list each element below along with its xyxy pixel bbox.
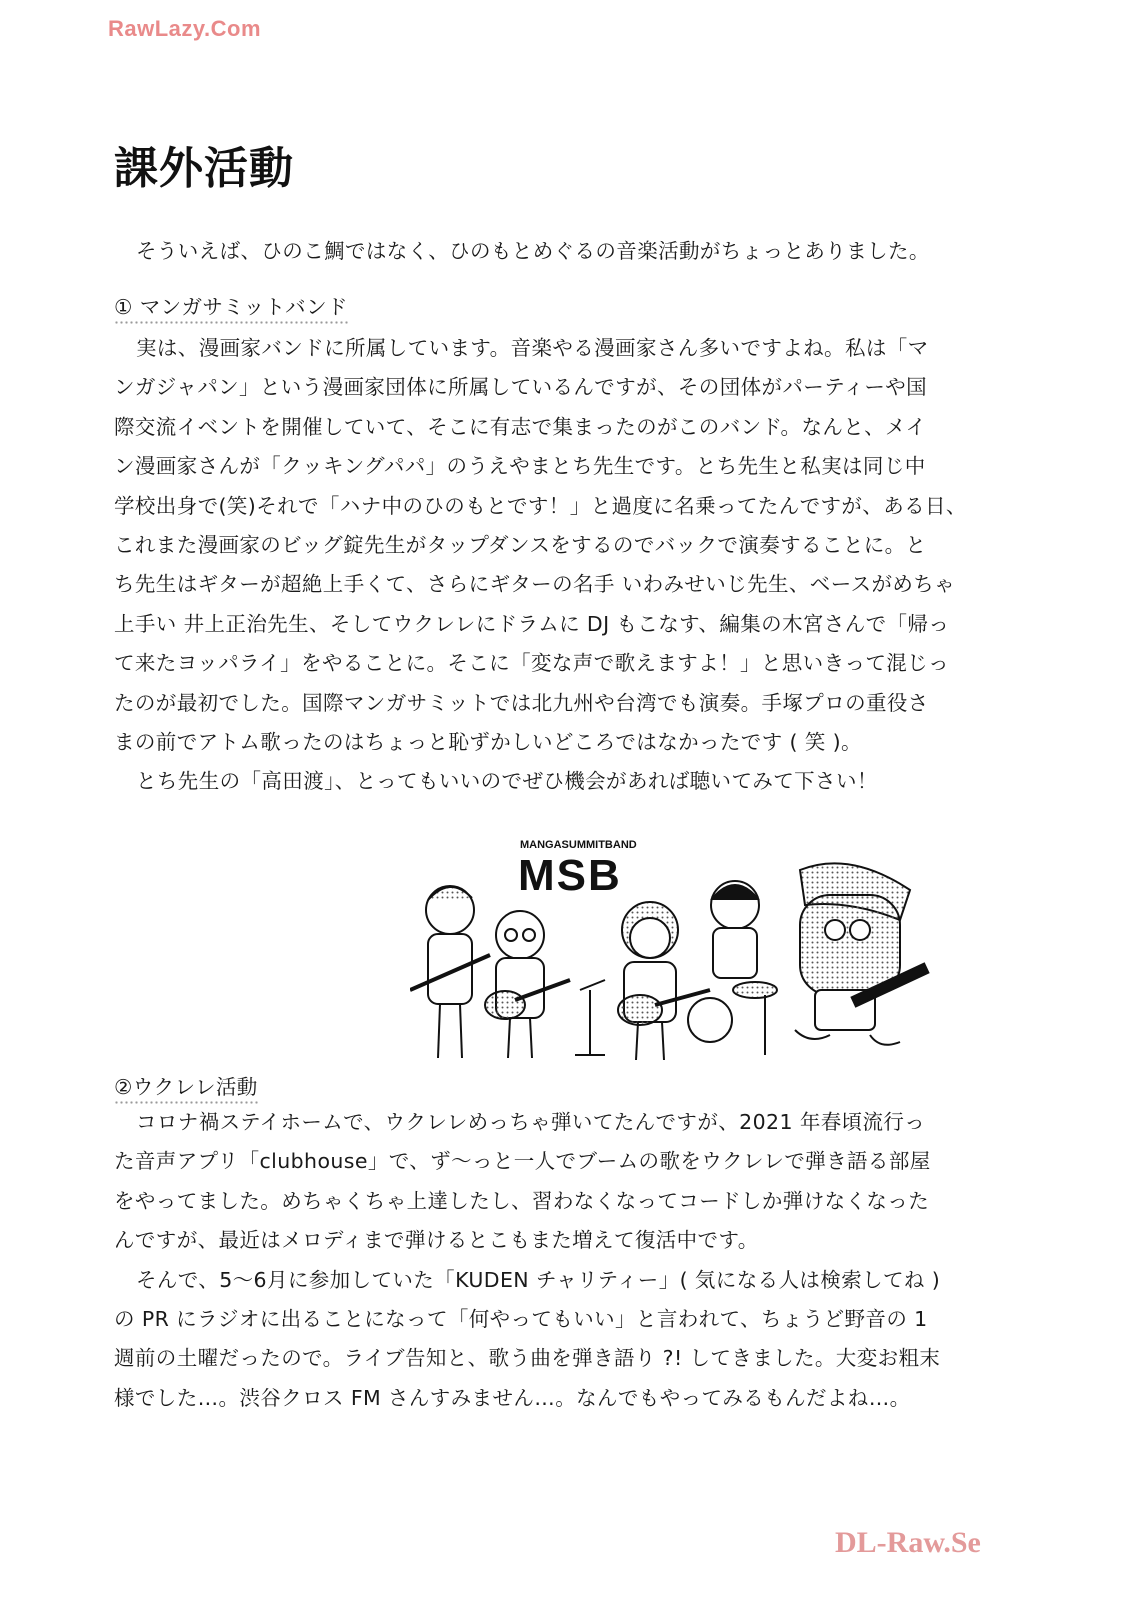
body-line: 様でした…。渋谷クロス FM さんすみません…。なんでもやってみるもんだよね…。 <box>114 1385 911 1410</box>
body-line: 際交流イベントを開催していて、そこに有志で集まったのがこのバンド。なんと、メイ <box>114 414 927 439</box>
body-line: ン漫画家さんが「クッキングパパ」のうえやまとち先生です。とち先生と私実は同じ中 <box>114 454 926 479</box>
body-line: 上手い 井上正治先生、そしてウクレレにドラムに DJ もこなす、編集の木宮さんで「帰っ <box>114 611 950 636</box>
section2-body <box>114 1103 999 1418</box>
body-line: た音声アプリ「clubhouse」で、ず〜っと一人でブームの歌をウクレレで弾き語る部屋 <box>114 1149 931 1174</box>
section2-heading <box>114 1070 258 1100</box>
band-member-keyboard <box>795 863 928 1044</box>
band-member-guitarist <box>485 911 570 1058</box>
band-member-bassist <box>410 886 490 1058</box>
band-illustration <box>410 830 940 1070</box>
body-line: んですが、最近はメロディまで弾けるとこもまた増えて復活中です。 <box>114 1228 759 1253</box>
watermark-top: RawLazy.Com <box>108 16 262 41</box>
body-line: 週前の土曜だったので。ライブ告知と、歌う曲を弾き語り ?! してきました。大変お粗末 <box>114 1346 941 1371</box>
watermark-bottom: DL-Raw.Se <box>835 1526 981 1559</box>
mic-stand <box>575 980 605 1055</box>
intro-line: そういえば、ひのこ鯛ではなく、ひのもとめぐるの音楽活動がちょっとありました。 <box>136 239 930 263</box>
intro-paragraph <box>114 232 999 271</box>
body-line: ち先生はギターが超絶上手くて、さらにギターの名手 いわみせいじ先生、ベースがめちゃ <box>114 572 956 597</box>
body-line: たのが最初でした。国際マンガサミットでは北九州や台湾でも演奏。手塚プロの重役さ <box>114 690 929 715</box>
body-line: 学校出身で(笑)それで「ハナ中のひのもとです！」と過度に名乗ってたんですが、ある日、 <box>114 493 967 518</box>
band-caption: MANGASUMMITBAND <box>520 839 637 851</box>
band-member-drummer <box>688 881 777 1055</box>
body-line: コロナ禍ステイホームで、ウクレレめっちゃ弾いてたんですが、2021 年春頃流行っ <box>136 1110 926 1134</box>
body-line: をやってました。めちゃくちゃ上達したし、習わなくなってコードしか弾けなくなった <box>114 1188 930 1213</box>
body-line: とち先生の「高田渡」、とってもいいのでぜひ機会があれば聴いてみて下さい！ <box>136 769 878 794</box>
section1-heading-text: ① マンガサミットバンド <box>114 295 348 325</box>
section1-body <box>114 329 999 802</box>
body-line: 実は、漫画家バンドに所属しています。音楽やる漫画家さん多いですよね。私は「マ <box>136 336 929 360</box>
body-line: ンガジャパン」という漫画家団体に所属しているんですが、その団体がパーティーや国 <box>114 375 928 400</box>
body-line: の PR にラジオに出ることになって「何やってもいい」と言われて、ちょうど野音の 1 <box>114 1307 928 1332</box>
band-logo: MSB <box>518 851 622 900</box>
section2-heading-text: ②ウクレレ活動 <box>114 1075 258 1105</box>
section1-heading <box>114 290 348 320</box>
body-line: これまた漫画家のビッグ錠先生がタップダンスをするのでバックで演奏することに。と <box>114 533 927 558</box>
body-line: そんで、5〜6月に参加していた「KUDEN チャリティー」( 気になる人は検索してね ) <box>136 1267 941 1292</box>
page-title: 課外活動 <box>114 143 294 194</box>
body-line: まの前でアトム歌ったのはちょっと恥ずかしいどころではなかったです ( 笑 )。 <box>114 730 862 755</box>
body-line: て来たヨッパライ」をやることに。そこに「変な声で歌えますよ！」と思いきって混じっ <box>114 651 949 676</box>
